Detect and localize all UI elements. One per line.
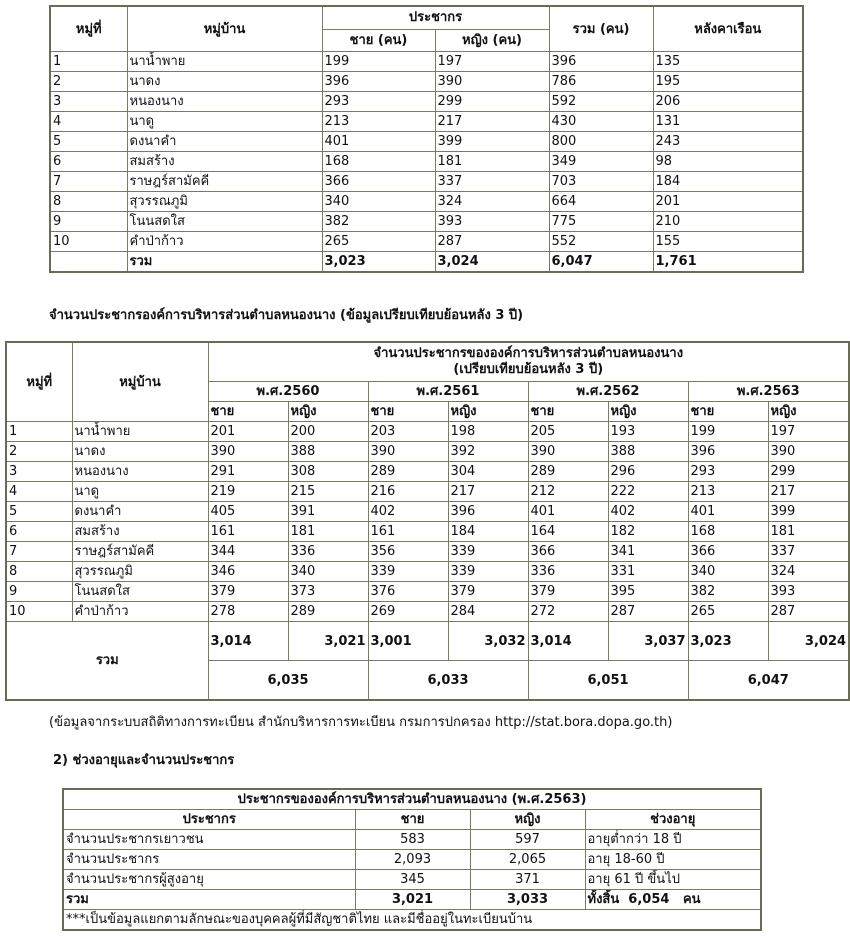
cell-female: 2,065	[470, 850, 585, 870]
cell-male: 213	[322, 112, 435, 132]
cell-male-2562: 379	[528, 582, 608, 602]
total-female: 3,024	[435, 252, 549, 273]
cell-village: ราษฎร์สามัคคี	[72, 542, 208, 562]
cell-female-2561: 304	[448, 462, 528, 482]
source-note: (ข้อมูลจากระบบสถิติทางการทะเบียน สำนักบริหารการทะเบียน กรมการปกครอง http://stat.bora.dopa.go.th)	[49, 715, 673, 730]
header-male: ชาย	[368, 402, 448, 422]
cell-total: 775	[549, 212, 653, 232]
cell-male-2560: 291	[208, 462, 288, 482]
cell-male: 2,093	[355, 850, 470, 870]
cell-male-2560: 201	[208, 422, 288, 442]
cell-female-2560: 200	[288, 422, 368, 442]
total-female-2560: 3,021	[288, 622, 368, 661]
cell-female-2561: 184	[448, 522, 528, 542]
cell-village: นาน้ำพาย	[127, 52, 322, 72]
cell-male-2562: 401	[528, 502, 608, 522]
cell-total: 349	[549, 152, 653, 172]
cell-age-range: อายุ 18-60 ปี	[585, 850, 761, 870]
cell-village: สุวรรณภูมิ	[127, 192, 322, 212]
cell-village: โนนสดใส	[127, 212, 322, 232]
section-heading: 2) ช่วงอายุและจำนวนประชากร	[53, 753, 235, 768]
cell-village: โนนสดใส	[72, 582, 208, 602]
cell-male-2563: 168	[688, 522, 768, 542]
cell-male-2563: 213	[688, 482, 768, 502]
cell-moo: 10	[50, 232, 127, 252]
header-male: ชาย	[208, 402, 288, 422]
cell-village: นาน้ำพาย	[72, 422, 208, 442]
cell-moo: 2	[50, 72, 127, 92]
cell-moo: 5	[6, 502, 72, 522]
cell-male-2562: 164	[528, 522, 608, 542]
cell-female-2563: 181	[768, 522, 849, 542]
cell-male: 293	[322, 92, 435, 112]
cell-age-range: อายุ 61 ปี ขึ้นไป	[585, 870, 761, 890]
header-households: หลังคาเรือน	[653, 6, 803, 52]
cell-moo: 6	[6, 522, 72, 542]
cell-male: 366	[322, 172, 435, 192]
table-row	[50, 232, 803, 252]
header-moo: หมู่ที่	[6, 342, 72, 422]
cell-households: 98	[653, 152, 803, 172]
total-male: 3,023	[322, 252, 435, 273]
table-row	[50, 172, 803, 192]
cell-male-2561: 376	[368, 582, 448, 602]
total-male-2563: 3,023	[688, 622, 768, 661]
table-row	[6, 482, 849, 502]
cell-female-2561: 339	[448, 542, 528, 562]
cell-female: 217	[435, 112, 549, 132]
cell-moo: 8	[50, 192, 127, 212]
total-male-2562: 3,014	[528, 622, 608, 661]
header-year-2562: พ.ศ.2562	[528, 382, 688, 402]
cell-female-2562: 222	[608, 482, 688, 502]
cell-female-2561: 396	[448, 502, 528, 522]
cell-female-2562: 388	[608, 442, 688, 462]
cell-female-2563: 299	[768, 462, 849, 482]
age-group-table	[62, 788, 762, 931]
cell-households: 131	[653, 112, 803, 132]
cell-village: ดงนาคำ	[127, 132, 322, 152]
cell-male-2561: 402	[368, 502, 448, 522]
cell-households: 195	[653, 72, 803, 92]
total-households: 1,761	[653, 252, 803, 273]
total-male-2560: 3,014	[208, 622, 288, 661]
cell-female-2561: 198	[448, 422, 528, 442]
cell-female-2562: 331	[608, 562, 688, 582]
table-row	[6, 562, 849, 582]
cell-male-2560: 390	[208, 442, 288, 462]
cell-male-2560: 346	[208, 562, 288, 582]
header-male: ชาย	[528, 402, 608, 422]
cell-village: หนองนาง	[72, 462, 208, 482]
cell-female-2561: 284	[448, 602, 528, 622]
cell-female-2561: 392	[448, 442, 528, 462]
cell-female-2560: 289	[288, 602, 368, 622]
cell-female-2562: 395	[608, 582, 688, 602]
cell-village: สมสร้าง	[72, 522, 208, 542]
cell-female-2563: 217	[768, 482, 849, 502]
cell-male-2561: 269	[368, 602, 448, 622]
table-row	[50, 192, 803, 212]
cell-female-2563: 390	[768, 442, 849, 462]
cell-female-2560: 308	[288, 462, 368, 482]
cell-male-2561: 203	[368, 422, 448, 442]
cell-village: นาดู	[72, 482, 208, 502]
cell-male-2563: 382	[688, 582, 768, 602]
table-row	[6, 442, 849, 462]
cell-population-group: จำนวนประชากรผู้สูงอายุ	[63, 870, 355, 890]
cell-moo: 3	[6, 462, 72, 482]
cell-moo: 1	[6, 422, 72, 442]
total-male: 3,021	[355, 890, 470, 910]
cell-male: 401	[322, 132, 435, 152]
cell-male: 340	[322, 192, 435, 212]
total-year-2561: 6,033	[368, 661, 528, 701]
cell-village: สมสร้าง	[127, 152, 322, 172]
table-row	[50, 212, 803, 232]
header-female: หญิง	[448, 402, 528, 422]
cell-moo: 4	[6, 482, 72, 502]
total-female-2563: 3,024	[768, 622, 849, 661]
cell-male-2562: 390	[528, 442, 608, 462]
cell-male-2562: 272	[528, 602, 608, 622]
total-female-2561: 3,032	[448, 622, 528, 661]
cell-village: หนองนาง	[127, 92, 322, 112]
cell-female-2560: 215	[288, 482, 368, 502]
total-year-2560: 6,035	[208, 661, 368, 701]
header-population: ประชากร	[322, 6, 549, 29]
cell-male-2562: 289	[528, 462, 608, 482]
cell-male-2561: 339	[368, 562, 448, 582]
cell-female: 337	[435, 172, 549, 192]
cell-village: คำป่าก้าว	[127, 232, 322, 252]
header-year-2560: พ.ศ.2560	[208, 382, 368, 402]
table2-body	[6, 422, 849, 622]
cell-male: 396	[322, 72, 435, 92]
table-row	[6, 422, 849, 442]
cell-female-2563: 324	[768, 562, 849, 582]
cell-population-group: จำนวนประชากร	[63, 850, 355, 870]
cell-female-2561: 339	[448, 562, 528, 582]
cell-male-2560: 219	[208, 482, 288, 502]
header-female: หญิง	[470, 810, 585, 830]
header-population: ประชากร	[63, 810, 355, 830]
cell-male-2563: 340	[688, 562, 768, 582]
table-row	[63, 870, 761, 890]
table-row	[6, 522, 849, 542]
cell-male-2562: 366	[528, 542, 608, 562]
header-female: หญิง	[288, 402, 368, 422]
cell-households: 210	[653, 212, 803, 232]
cell-village: นาดู	[127, 112, 322, 132]
table-row	[6, 542, 849, 562]
cell-age-range: อายุต่ำกว่า 18 ปี	[585, 830, 761, 850]
cell-male-2562: 212	[528, 482, 608, 502]
header-village: หมู่บ้าน	[72, 342, 208, 422]
cell-moo: 7	[50, 172, 127, 192]
cell-female-2562: 287	[608, 602, 688, 622]
cell-moo: 4	[50, 112, 127, 132]
cell-male-2563: 199	[688, 422, 768, 442]
cell-total: 800	[549, 132, 653, 152]
cell-male-2560: 344	[208, 542, 288, 562]
cell-total: 396	[549, 52, 653, 72]
table-row	[50, 132, 803, 152]
cell-female-2562: 341	[608, 542, 688, 562]
total-label: รวม	[63, 890, 355, 910]
cell-male: 168	[322, 152, 435, 172]
cell-village: ราษฎร์สามัคคี	[127, 172, 322, 192]
table-row	[50, 112, 803, 132]
table-row	[50, 152, 803, 172]
cell-village: สุวรรณภูมิ	[72, 562, 208, 582]
cell-male-2561: 390	[368, 442, 448, 462]
header-female: หญิง (คน)	[435, 29, 549, 51]
cell-female-2560: 373	[288, 582, 368, 602]
cell-male: 345	[355, 870, 470, 890]
cell-male-2563: 366	[688, 542, 768, 562]
cell-female: 393	[435, 212, 549, 232]
cell-female-2563: 197	[768, 422, 849, 442]
table-row	[6, 462, 849, 482]
cell-female-2560: 388	[288, 442, 368, 462]
cell-total: 430	[549, 112, 653, 132]
cell-households: 201	[653, 192, 803, 212]
cell-female-2560: 391	[288, 502, 368, 522]
cell-female: 597	[470, 830, 585, 850]
cell-moo: 6	[50, 152, 127, 172]
cell-moo: 7	[6, 542, 72, 562]
total-empty-cell	[50, 252, 127, 273]
total-year-2562: 6,051	[528, 661, 688, 701]
header-age-range: ช่วงอายุ	[585, 810, 761, 830]
cell-male-2561: 289	[368, 462, 448, 482]
cell-male-2563: 396	[688, 442, 768, 462]
cell-male: 199	[322, 52, 435, 72]
cell-female-2563: 287	[768, 602, 849, 622]
table3-footnote: ***เป็นข้อมูลแยกตามลักษณะของบุคคลผู้ที่มีสัญชาติไทย และมีชื่ออยู่ในทะเบียนบ้าน	[63, 910, 761, 931]
header-total: รวม (คน)	[549, 6, 653, 52]
cell-households: 135	[653, 52, 803, 72]
total-label: รวม	[6, 622, 208, 701]
table-row	[6, 502, 849, 522]
table-row	[50, 72, 803, 92]
cell-village: ดงนาคำ	[72, 502, 208, 522]
table3-body	[63, 830, 761, 890]
cell-male: 265	[322, 232, 435, 252]
cell-total: 786	[549, 72, 653, 92]
total-male-2561: 3,001	[368, 622, 448, 661]
cell-male-2561: 161	[368, 522, 448, 542]
cell-moo: 8	[6, 562, 72, 582]
header-title-line2: (เปรียบเทียบย้อนหลัง 3 ปี)	[453, 362, 604, 377]
table3-title: ประชากรขององค์การบริหารส่วนตำบลหนองนาง (พ.ศ.2563)	[63, 789, 761, 810]
header-male: ชาย (คน)	[322, 29, 435, 51]
table-row	[63, 830, 761, 850]
cell-moo: 10	[6, 602, 72, 622]
cell-moo: 9	[50, 212, 127, 232]
population-by-village-table	[49, 5, 804, 273]
cell-female: 181	[435, 152, 549, 172]
cell-moo: 1	[50, 52, 127, 72]
cell-female-2563: 393	[768, 582, 849, 602]
cell-moo: 9	[6, 582, 72, 602]
cell-male: 583	[355, 830, 470, 850]
cell-village: นาดง	[72, 442, 208, 462]
cell-female-2562: 402	[608, 502, 688, 522]
header-title-line1: จำนวนประชากรขององค์การบริหารส่วนตำบลหนองนาง	[373, 346, 684, 361]
cell-total: 592	[549, 92, 653, 112]
cell-moo: 2	[6, 442, 72, 462]
total-female: 3,033	[470, 890, 585, 910]
cell-female: 287	[435, 232, 549, 252]
cell-female-2562: 193	[608, 422, 688, 442]
cell-households: 243	[653, 132, 803, 152]
header-title	[208, 342, 849, 382]
comparison-caption: จำนวนประชากรองค์การบริหารส่วนตำบลหนองนาง (ข้อมูลเปรียบเทียบย้อนหลัง 3 ปี)	[49, 308, 524, 323]
cell-total: 703	[549, 172, 653, 192]
total-overall: ทั้งสิ้น 6,054 คน	[585, 890, 761, 910]
header-village: หมู่บ้าน	[127, 6, 322, 52]
cell-female: 299	[435, 92, 549, 112]
cell-male-2560: 379	[208, 582, 288, 602]
cell-female-2563: 399	[768, 502, 849, 522]
cell-female-2562: 296	[608, 462, 688, 482]
table1-body	[50, 52, 803, 252]
cell-male: 382	[322, 212, 435, 232]
header-female: หญิง	[608, 402, 688, 422]
cell-male-2563: 401	[688, 502, 768, 522]
cell-female-2560: 181	[288, 522, 368, 542]
cell-households: 184	[653, 172, 803, 192]
cell-female-2561: 379	[448, 582, 528, 602]
cell-population-group: จำนวนประชากรเยาวชน	[63, 830, 355, 850]
table-row	[6, 582, 849, 602]
cell-female-2560: 340	[288, 562, 368, 582]
cell-female: 390	[435, 72, 549, 92]
cell-households: 206	[653, 92, 803, 112]
cell-male-2562: 336	[528, 562, 608, 582]
total-all: 6,047	[549, 252, 653, 273]
cell-total: 552	[549, 232, 653, 252]
cell-female: 371	[470, 870, 585, 890]
cell-female-2560: 336	[288, 542, 368, 562]
cell-male-2561: 356	[368, 542, 448, 562]
table-row	[63, 850, 761, 870]
cell-female-2563: 337	[768, 542, 849, 562]
table-row	[50, 52, 803, 72]
population-comparison-table	[5, 341, 850, 701]
cell-moo: 5	[50, 132, 127, 152]
cell-female-2562: 182	[608, 522, 688, 542]
cell-female-2561: 217	[448, 482, 528, 502]
cell-households: 155	[653, 232, 803, 252]
cell-male-2560: 278	[208, 602, 288, 622]
cell-male-2563: 293	[688, 462, 768, 482]
cell-total: 664	[549, 192, 653, 212]
cell-male-2562: 205	[528, 422, 608, 442]
header-year-2563: พ.ศ.2563	[688, 382, 849, 402]
header-year-2561: พ.ศ.2561	[368, 382, 528, 402]
header-male: ชาย	[688, 402, 768, 422]
total-label: รวม	[127, 252, 322, 273]
total-female-2562: 3,037	[608, 622, 688, 661]
cell-male-2563: 265	[688, 602, 768, 622]
cell-male-2561: 216	[368, 482, 448, 502]
table-row	[50, 92, 803, 112]
table-row	[6, 602, 849, 622]
header-female: หญิง	[768, 402, 849, 422]
cell-village: คำป่าก้าว	[72, 602, 208, 622]
header-male: ชาย	[355, 810, 470, 830]
cell-male-2560: 161	[208, 522, 288, 542]
cell-female: 324	[435, 192, 549, 212]
header-moo: หมู่ที่	[50, 6, 127, 52]
cell-village: นาดง	[127, 72, 322, 92]
total-year-2563: 6,047	[688, 661, 849, 701]
cell-female: 399	[435, 132, 549, 152]
cell-moo: 3	[50, 92, 127, 112]
cell-female: 197	[435, 52, 549, 72]
cell-male-2560: 405	[208, 502, 288, 522]
